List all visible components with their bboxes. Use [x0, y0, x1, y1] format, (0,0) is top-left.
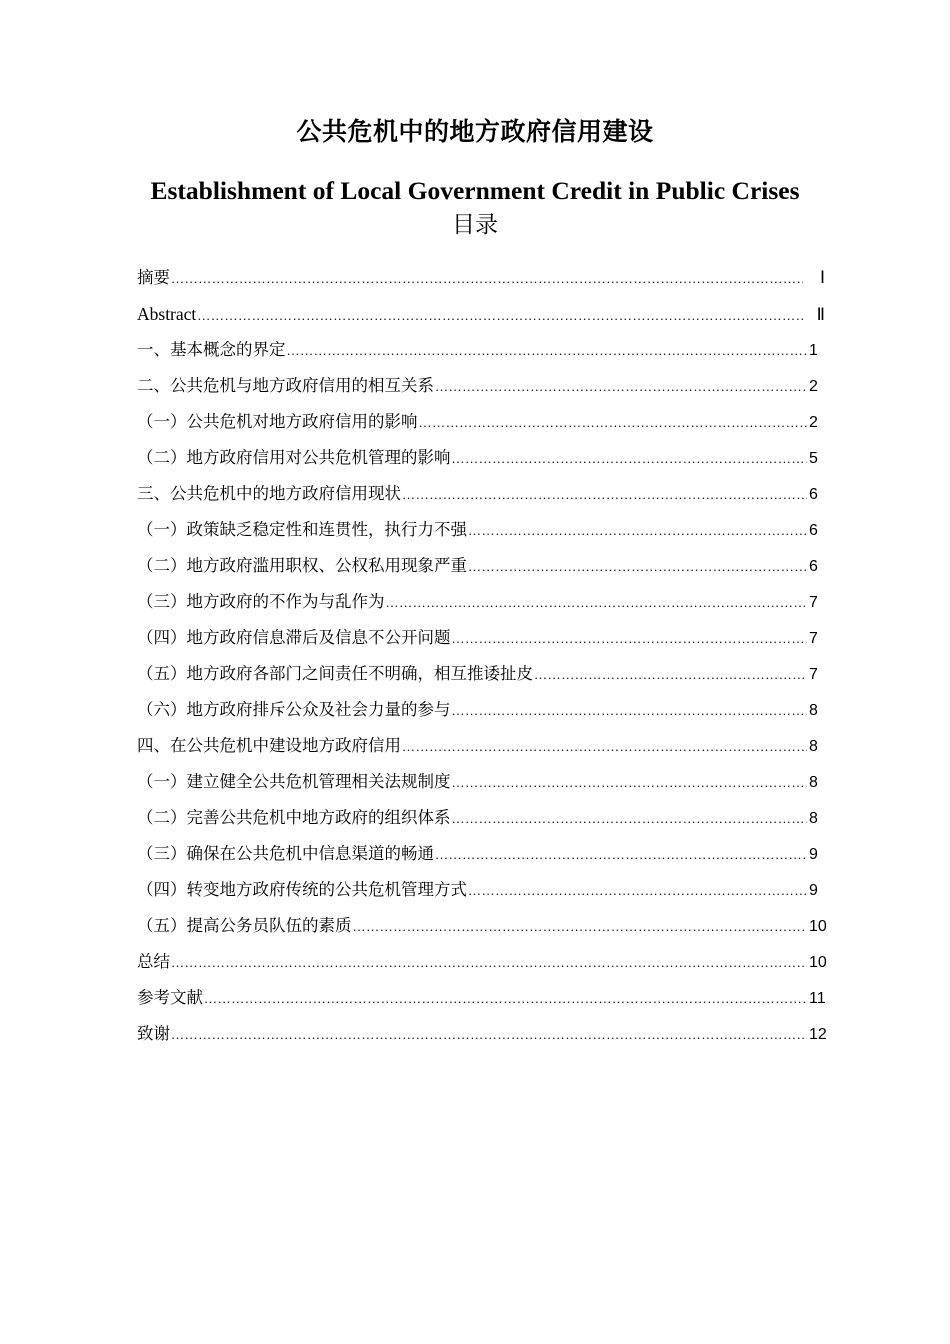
toc-entry[interactable]	[137, 768, 829, 804]
toc-entry-label: （四）转变地方政府传统的公共危机管理方式	[137, 880, 467, 899]
toc-leader-dots	[452, 769, 808, 797]
toc-entry[interactable]	[137, 732, 829, 768]
toc-entry-label: 三、公共危机中的地方政府信用现状	[137, 484, 401, 503]
toc-entry[interactable]	[137, 660, 829, 696]
toc-entry-page-number: 7	[809, 594, 818, 611]
toc-entry-page-number: 6	[809, 522, 818, 539]
toc-entry-label: （六）地方政府排斥公众及社会力量的参与	[137, 700, 451, 719]
toc-entry-page-number: Ⅱ	[816, 305, 825, 324]
toc-entry[interactable]	[137, 408, 829, 444]
toc-leader-dots	[353, 913, 808, 941]
toc-entry-page-number: 8	[809, 702, 818, 719]
toc-heading: 目录	[452, 212, 498, 238]
toc-entry-label: （五）地方政府各部门之间责任不明确，相互推诿扯皮	[137, 664, 533, 683]
toc-entry-label: 四、在公共危机中建设地方政府信用	[137, 736, 401, 755]
toc-entry[interactable]	[137, 372, 829, 408]
toc-entry-page-number: 1	[809, 342, 818, 359]
toc-leader-dots	[197, 302, 803, 330]
toc-entry[interactable]	[137, 840, 829, 876]
toc-leader-dots	[452, 625, 808, 653]
toc-entry-label: 参考文献	[137, 988, 203, 1007]
toc-entry-label: Abstract	[137, 304, 197, 324]
title-english: Establishment of Local Government Credit in Public Crises	[150, 176, 800, 205]
toc-entry-label: （二）地方政府滥用职权、公权私用现象严重	[137, 556, 467, 575]
toc-leader-dots	[468, 553, 807, 581]
table-of-contents	[137, 264, 829, 1056]
toc-leader-dots	[171, 1021, 807, 1049]
toc-entry-label: （四）地方政府信息滞后及信息不公开问题	[137, 628, 451, 647]
toc-entry[interactable]	[137, 516, 829, 552]
toc-entry-label: （五）提高公务员队伍的素质	[137, 916, 352, 935]
toc-entry-label: （二）完善公共危机中地方政府的组织体系	[137, 808, 451, 827]
toc-entry-page-number: Ⅰ	[819, 268, 825, 287]
toc-leader-dots	[204, 985, 807, 1013]
toc-entry-label: （二）地方政府信用对公共危机管理的影响	[137, 448, 451, 467]
toc-leader-dots	[435, 841, 807, 869]
toc-entry[interactable]	[137, 300, 829, 336]
toc-entry[interactable]	[137, 912, 829, 948]
toc-entry[interactable]	[137, 984, 829, 1020]
toc-entry-label: 摘要	[137, 268, 170, 287]
toc-entry-label: 致谢	[137, 1024, 170, 1043]
toc-entry[interactable]	[137, 480, 829, 516]
toc-entry-page-number: 8	[809, 774, 818, 791]
toc-leader-dots	[386, 589, 808, 617]
toc-entry-page-number: 12	[809, 1026, 827, 1043]
toc-entry-label: （三）确保在公共危机中信息渠道的畅通	[137, 844, 434, 863]
toc-leader-dots	[171, 265, 803, 293]
toc-entry[interactable]	[137, 336, 829, 372]
toc-entry-label: 一、基本概念的界定	[137, 340, 286, 359]
toc-leader-dots	[452, 697, 808, 725]
toc-leader-dots	[419, 409, 808, 437]
toc-leader-dots	[452, 445, 808, 473]
toc-entry-page-number: 5	[809, 450, 818, 467]
toc-entry-label: 二、公共危机与地方政府信用的相互关系	[137, 376, 434, 395]
toc-entry-page-number: 8	[809, 738, 818, 755]
toc-entry[interactable]	[137, 444, 829, 480]
toc-leader-dots	[452, 805, 808, 833]
toc-entry-page-number: 9	[809, 846, 818, 863]
toc-entry-page-number: 6	[809, 486, 818, 503]
toc-entry-page-number: 11	[809, 990, 826, 1007]
toc-entry-page-number: 2	[809, 378, 818, 395]
toc-entry[interactable]	[137, 948, 829, 984]
title-chinese: 公共危机中的地方政府信用建设	[296, 117, 654, 146]
toc-entry-page-number: 8	[809, 810, 818, 827]
toc-leader-dots	[171, 949, 807, 977]
toc-entry-page-number: 6	[809, 558, 818, 575]
toc-entry[interactable]	[137, 876, 829, 912]
toc-entry-page-number: 2	[809, 414, 818, 431]
toc-entry[interactable]	[137, 624, 829, 660]
toc-entry[interactable]	[137, 696, 829, 732]
toc-entry[interactable]	[137, 588, 829, 624]
toc-entry-label: （三）地方政府的不作为与乱作为	[137, 592, 385, 611]
toc-leader-dots	[402, 733, 807, 761]
toc-entry-label: （一）建立健全公共危机管理相关法规制度	[137, 772, 451, 791]
toc-entry-page-number: 7	[809, 666, 818, 683]
toc-entry[interactable]	[137, 264, 829, 300]
toc-entry-page-number: 10	[809, 954, 827, 971]
toc-entry-page-number: 10	[809, 918, 827, 935]
toc-leader-dots	[287, 337, 808, 365]
toc-entry[interactable]	[137, 552, 829, 588]
toc-entry[interactable]	[137, 804, 829, 840]
toc-entry-label: （一）政策缺乏稳定性和连贯性，执行力不强	[137, 520, 467, 539]
toc-entry-label: 总结	[137, 952, 170, 971]
toc-leader-dots	[468, 877, 807, 905]
toc-leader-dots	[402, 481, 807, 509]
toc-entry-page-number: 9	[809, 882, 818, 899]
toc-entry[interactable]	[137, 1020, 829, 1056]
toc-entry-page-number: 7	[809, 630, 818, 647]
toc-leader-dots	[468, 517, 807, 545]
toc-leader-dots	[534, 661, 807, 689]
toc-leader-dots	[435, 373, 807, 401]
toc-entry-label: （一）公共危机对地方政府信用的影响	[137, 412, 418, 431]
